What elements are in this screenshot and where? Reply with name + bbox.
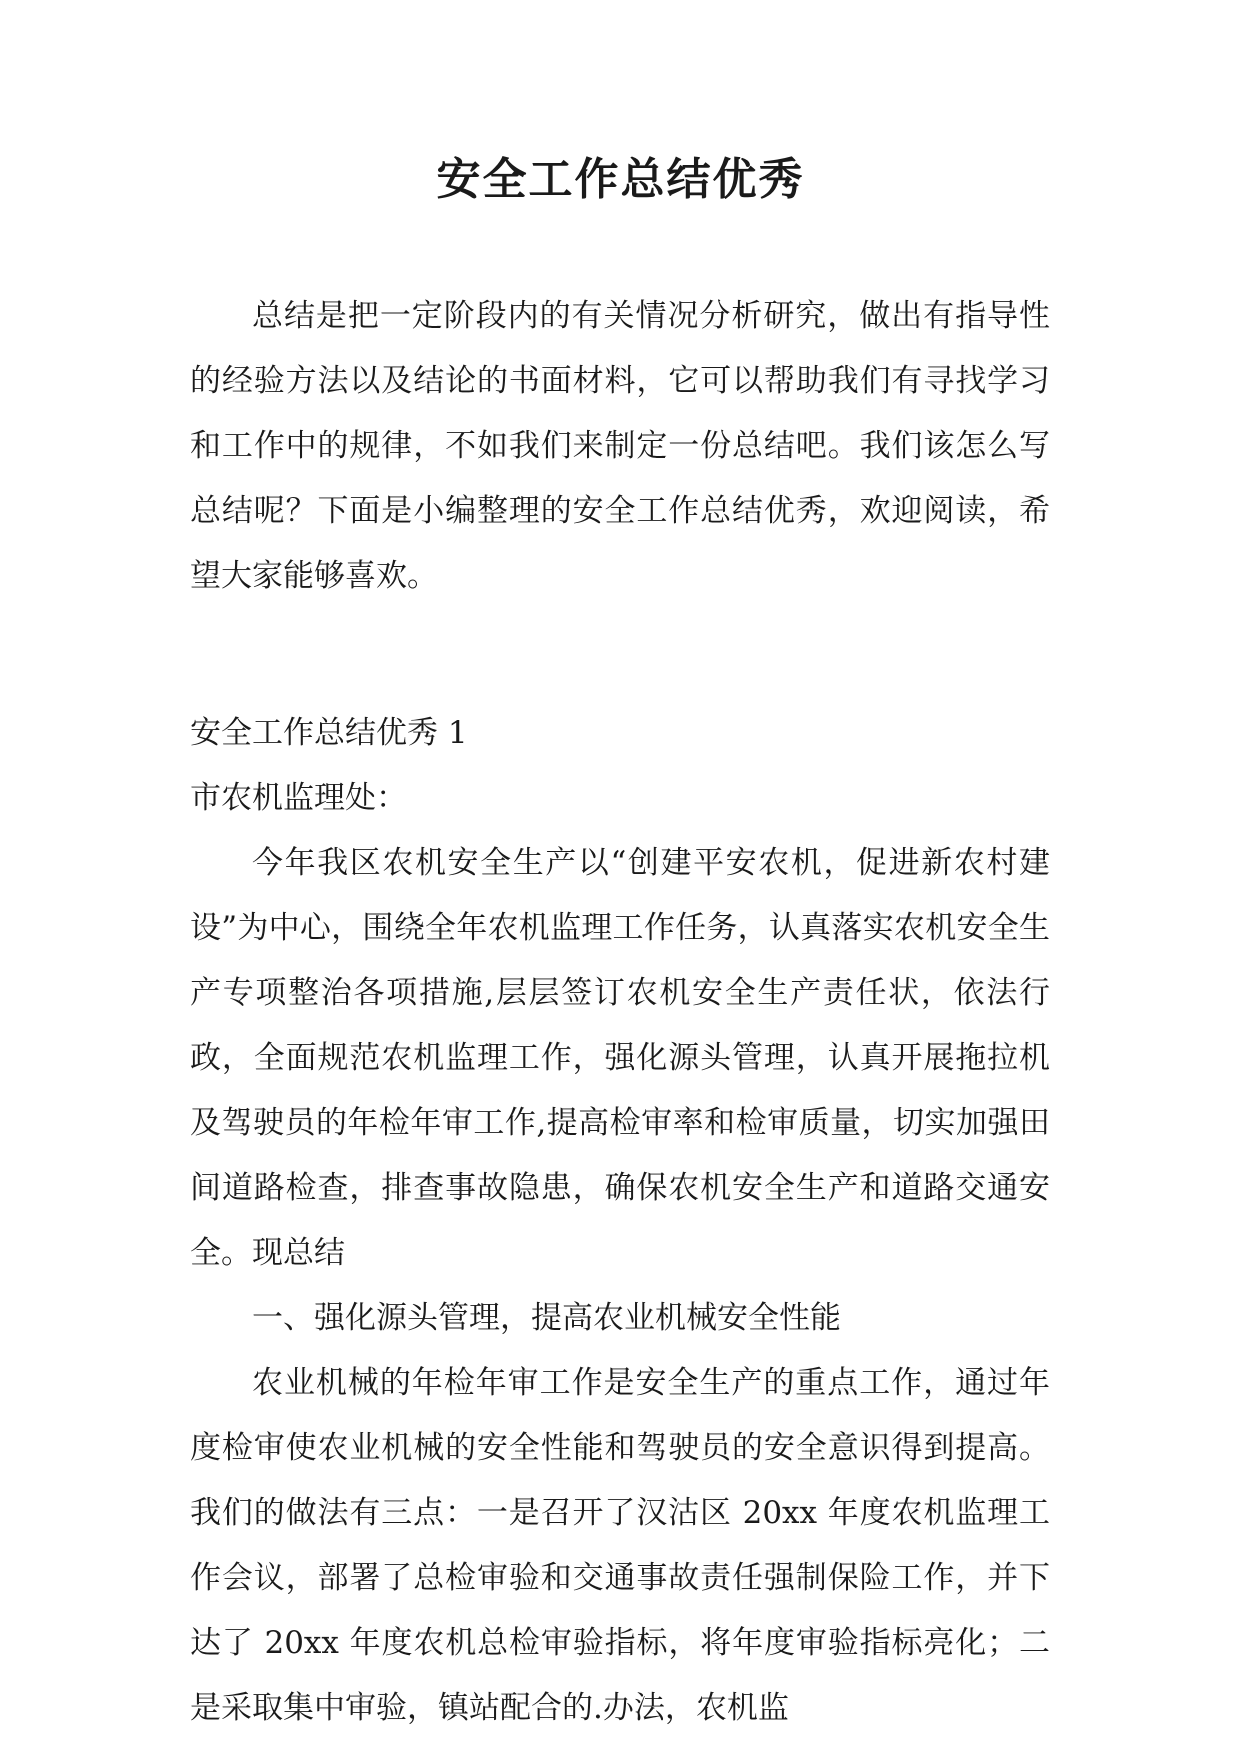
document-title: 安全工作总结优秀 <box>436 154 805 205</box>
subheading: 一、强化源头管理，提高农业机械安全性能 <box>252 1300 841 1336</box>
paragraph-gap <box>190 609 1050 701</box>
body-paragraph: 农业机械的年检年审工作是安全生产的重点工作，通过年度检审使农业机械的安全性能和驾驶员的安全意识得到提高。我们的做法有三点：一是召开了汉沽区 20xx 年度农机监理工作会议，部署了总检审验和交通事故责任强制保险工作，并下达了 20xx 年度农机总检审验指标，将年度审验指标亮化；二是采取集中审验，镇站配合的.办法，农机监 <box>190 1365 1050 1726</box>
salutation: 市农机监理处： <box>190 780 407 816</box>
section-heading: 安全工作总结优秀 1 <box>190 715 468 751</box>
intro-paragraph: 总结是把一定阶段内的有关情况分析研究，做出有指导性的经验方法以及结论的书面材料，它可以帮助我们有寻找学习和工作中的规律，不如我们来制定一份总结吧。我们该怎么写总结呢？下面是小编整理的安全工作总结优秀，欢迎阅读，希望大家能够喜欢。 <box>190 298 1050 594</box>
body-paragraph: 今年我区农机安全生产以“创建平安农机，促进新农村建设”为中心，围绕全年农机监理工作任务，认真落实农机安全生产专项整治各项措施,层层签订农机安全生产责任状，依法行政，全面规范农机监理工作，强化源头管理，认真开展拖拉机及驾驶员的年检年审工作,提高检审率和检审质量，切实加强田间道路检查，排查事故隐患，确保农机安全生产和道路交通安全。现总结 <box>190 845 1050 1271</box>
document-body <box>190 284 1050 1741</box>
